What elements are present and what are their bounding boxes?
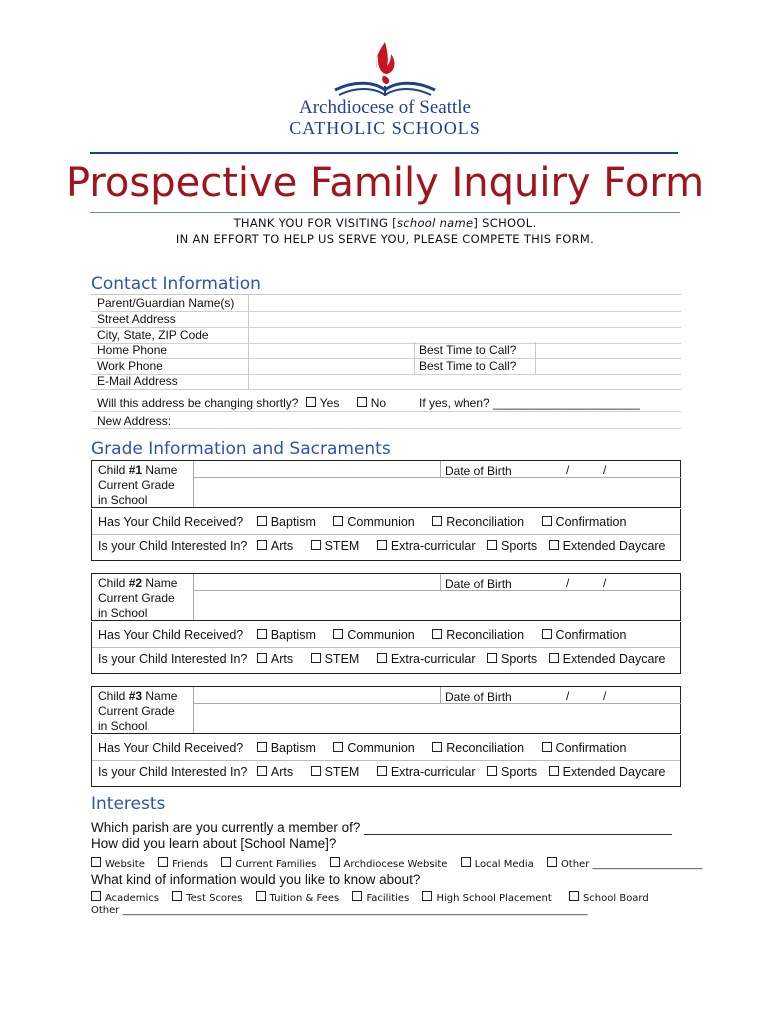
checkbox-icon[interactable] [432,742,442,752]
sacrament-label: Baptism [270,628,316,642]
interested-row [98,539,666,553]
interest-label: Sports [501,765,538,779]
info-label: Test Scores [186,893,243,904]
interest-option[interactable] [487,765,537,779]
dob-label: Date of Birth [445,464,512,478]
sacrament-option[interactable] [432,628,524,642]
divider [92,647,680,648]
learn-label: Archdiocese Website [343,859,448,870]
interest-label: Sports [501,652,538,666]
received-question: Has Your Child Received? [98,515,244,529]
learn-label: Local Media [474,859,534,870]
no-option[interactable] [357,396,386,410]
info-options [91,891,649,904]
checkbox-icon[interactable] [487,766,497,776]
info-option[interactable] [352,891,409,904]
checkbox-icon[interactable] [257,629,267,639]
sacrament-label: Communion [347,515,415,529]
sacrament-option[interactable] [257,515,316,529]
learn-option[interactable] [158,857,208,870]
sacrament-label: Confirmation [555,741,627,755]
sacrament-option[interactable] [333,628,414,642]
checkbox-icon[interactable] [333,516,343,526]
interest-option[interactable] [257,765,293,779]
interest-option[interactable] [549,539,666,553]
current-grade-label: Current Grade [98,478,175,492]
in-school-label: in School [98,719,148,733]
info-label: High School Placement [436,893,552,904]
info-question: What kind of information would you like to know about? [91,872,421,887]
dob-slash: / [566,689,570,703]
instructions-line: IN AN EFFORT TO HELP US SERVE YOU, PLEASE COMPETE THIS FORM. [175,232,595,246]
best-time-label: Best Time to Call? [419,343,517,357]
dob-label: Date of Birth [445,690,512,704]
divider [92,534,680,535]
field-divider [248,342,249,358]
sacrament-label: Baptism [270,741,316,755]
field-divider [535,342,536,358]
received-row [98,628,626,642]
interest-option[interactable] [377,652,476,666]
sacrament-label: Baptism [270,515,316,529]
learn-option[interactable] [91,857,145,870]
sacrament-label: Communion [347,741,415,755]
interest-label: Sports [501,539,538,553]
checkbox-icon[interactable] [547,857,557,867]
dob-slash: / [603,576,607,590]
checkbox-icon[interactable] [311,540,321,550]
child-name-label [98,689,177,734]
address-change-question: Will this address be changing shortly? [97,396,299,410]
interest-label: Arts [270,765,294,779]
checkbox-icon[interactable] [257,653,267,663]
info-option[interactable] [256,891,340,904]
child-prefix: Child [98,689,129,703]
sacrament-label: Confirmation [555,515,627,529]
new-address-label: New Address: [97,414,172,428]
interest-option[interactable] [549,652,666,666]
yes-option[interactable] [306,396,340,410]
learn-options [91,857,703,870]
checkbox-icon[interactable] [487,653,497,663]
checkbox-icon[interactable] [542,742,552,752]
checkbox-icon[interactable] [549,540,559,550]
child-number: #3 [128,689,143,703]
sacrament-option[interactable] [432,515,524,529]
interest-option[interactable] [377,765,476,779]
checkbox-icon[interactable] [432,629,442,639]
info-label: Academics [105,893,160,904]
child-prefix: Child [98,463,129,477]
checkbox-icon[interactable] [257,540,267,550]
checkbox-icon[interactable] [158,857,168,867]
no-label: No [370,396,387,410]
checkbox-icon[interactable] [549,653,559,663]
info-label: School Board [582,893,649,904]
divider [440,687,441,703]
child-1-box[interactable] [91,460,681,508]
learn-question: How did you learn about [School Name]? [91,836,337,851]
checkbox-icon[interactable] [377,653,387,663]
child-number: #2 [128,576,143,590]
interest-label: STEM [324,539,360,553]
interest-label: Extra-curricular [390,765,476,779]
field-divider [248,295,249,311]
learn-label: Website [105,859,145,870]
other-line[interactable]: Other _____________________________________________________________________________________________ [91,905,588,916]
yes-label: Yes [319,396,340,410]
current-grade-label: Current Grade [98,591,175,605]
grade-heading: Grade Information and Sacraments [91,439,391,459]
dob-slash: / [566,463,570,477]
checkbox-icon[interactable] [256,891,266,901]
child-3-box[interactable] [91,686,681,734]
contact-row[interactable] [91,311,681,328]
dob-slash: / [603,463,607,477]
divider [193,687,194,733]
divider [440,574,441,590]
learn-option[interactable] [547,857,703,870]
checkbox-icon[interactable] [487,540,497,550]
in-school-label: in School [98,493,148,507]
current-grade-label: Current Grade [98,704,175,718]
logo-line-2: CATHOLIC SCHOOLS [289,118,481,138]
field-divider [248,327,249,343]
learn-option[interactable] [221,857,316,870]
rule [91,428,681,429]
checkbox-icon[interactable] [377,540,387,550]
sacrament-option[interactable] [542,741,627,755]
info-option[interactable] [569,891,649,904]
interest-option[interactable] [487,539,537,553]
interested-question: Is your Child Interested In? [98,765,248,779]
divider [193,461,194,507]
contact-row[interactable] [91,373,681,390]
child-suffix: Name [142,689,178,703]
sacrament-option[interactable] [257,628,316,642]
interest-option[interactable] [257,652,293,666]
checkbox-icon[interactable] [257,742,267,752]
checkbox-icon[interactable] [569,891,579,901]
address-change-row [97,396,677,410]
checkbox-icon[interactable] [306,397,316,407]
interest-option[interactable] [311,539,360,553]
received-question: Has Your Child Received? [98,741,244,755]
interest-option[interactable] [549,765,666,779]
checkbox-icon[interactable] [549,766,559,776]
checkbox-icon[interactable] [461,857,471,867]
thanks-suffix: ] SCHOOL. [473,216,537,230]
interest-option[interactable] [257,539,293,553]
learn-option[interactable] [461,857,534,870]
checkbox-icon[interactable] [221,857,231,867]
contact-label: Home Phone [97,343,168,357]
checkbox-icon[interactable] [333,629,343,639]
received-row [98,741,626,755]
divider [193,574,194,620]
logo [280,40,490,140]
learn-label: Current Families [235,859,317,870]
title-rule [90,212,680,213]
child-prefix: Child [98,576,129,590]
child-suffix: Name [142,576,178,590]
contact-label: Parent/Guardian Name(s) [97,296,235,310]
learn-label: Other ______________________ [560,859,703,870]
sacrament-label: Confirmation [555,628,627,642]
field-divider [248,311,249,327]
interest-label: Extended Daycare [562,652,666,666]
interest-label: Extra-curricular [390,539,476,553]
info-option[interactable] [422,891,551,904]
checkbox-icon[interactable] [352,891,362,901]
field-divider [414,358,415,374]
divider [193,703,681,704]
checkbox-icon[interactable] [311,653,321,663]
field-divider [414,342,415,358]
contact-label: Work Phone [97,359,163,373]
child-name-label [98,576,177,621]
contact-row[interactable] [91,342,681,359]
page-title: Prospective Family Inquiry Form [65,160,705,206]
checkbox-icon[interactable] [432,516,442,526]
interested-row [98,652,666,666]
child-2-box[interactable] [91,573,681,621]
best-time-label: Best Time to Call? [419,359,517,373]
thanks-school: school name [396,216,474,230]
info-option[interactable] [172,891,242,904]
divider [440,461,441,477]
sacrament-label: Reconciliation [446,515,525,529]
rule [91,411,681,412]
checkbox-icon[interactable] [357,397,367,407]
interested-question: Is your Child Interested In? [98,652,248,666]
checkbox-icon[interactable] [542,516,552,526]
thanks-prefix: THANK YOU FOR VISITING [ [233,216,397,230]
sacrament-label: Reconciliation [446,628,525,642]
header-rule [90,152,678,154]
divider [193,477,681,478]
received-question: Has Your Child Received? [98,628,244,642]
checkbox-icon[interactable] [542,629,552,639]
field-divider [535,358,536,374]
checkbox-icon[interactable] [330,857,340,867]
info-option[interactable] [91,891,159,904]
interest-label: STEM [324,652,360,666]
logo-line-1: Archdiocese of Seattle [299,97,471,118]
child-1-options [91,509,681,561]
child-number: #1 [128,463,143,477]
sacrament-option[interactable] [333,741,414,755]
dob-slash: / [566,576,570,590]
field-divider [248,373,249,389]
divider [193,590,681,591]
received-row [98,515,626,529]
checkbox-icon[interactable] [257,516,267,526]
interest-option[interactable] [311,765,360,779]
contact-heading: Contact Information [91,274,261,294]
interest-option[interactable] [487,652,537,666]
checkbox-icon[interactable] [257,766,267,776]
interest-option[interactable] [377,539,476,553]
interest-label: Extra-curricular [390,652,476,666]
child-suffix: Name [142,463,178,477]
checkbox-icon[interactable] [422,891,432,901]
dob-slash: / [603,689,607,703]
contact-row[interactable] [91,295,681,312]
contact-label: E-Mail Address [97,374,178,388]
sacrament-option[interactable] [542,628,627,642]
interest-label: Arts [270,539,294,553]
interest-label: STEM [324,765,360,779]
in-school-label: in School [98,606,148,620]
sacrament-option[interactable] [333,515,414,529]
contact-label: Street Address [97,312,176,326]
if-yes-when[interactable]: If yes, when? ______________________ [419,396,640,410]
info-label: Tuition & Fees [269,893,340,904]
divider [92,760,680,761]
checkbox-icon[interactable] [377,766,387,776]
sacrament-option[interactable] [542,515,627,529]
checkbox-icon[interactable] [91,891,101,901]
learn-label: Friends [172,859,209,870]
checkbox-icon[interactable] [172,891,182,901]
child-name-label [98,463,177,508]
checkbox-icon[interactable] [333,742,343,752]
contact-label: City, State, ZIP Code [97,328,209,342]
parish-question[interactable]: Which parish are you currently a member of? _________________________________________ [91,820,672,835]
child-3-options [91,735,681,787]
interest-option[interactable] [311,652,360,666]
thanks-line [0,216,770,230]
flame-book-icon [325,40,445,98]
info-label: Facilities [366,893,410,904]
interest-label: Extended Daycare [562,765,666,779]
interested-question: Is your Child Interested In? [98,539,248,553]
field-divider [248,358,249,374]
interest-label: Arts [270,652,294,666]
checkbox-icon[interactable] [311,766,321,776]
sacrament-label: Reconciliation [446,741,525,755]
checkbox-icon[interactable] [91,857,101,867]
sacrament-option[interactable] [257,741,316,755]
interests-heading: Interests [91,794,166,814]
sacrament-option[interactable] [432,741,524,755]
interest-label: Extended Daycare [562,539,666,553]
sacrament-label: Communion [347,628,415,642]
dob-label: Date of Birth [445,577,512,591]
learn-option[interactable] [330,857,448,870]
interested-row [98,765,666,779]
child-2-options [91,622,681,674]
